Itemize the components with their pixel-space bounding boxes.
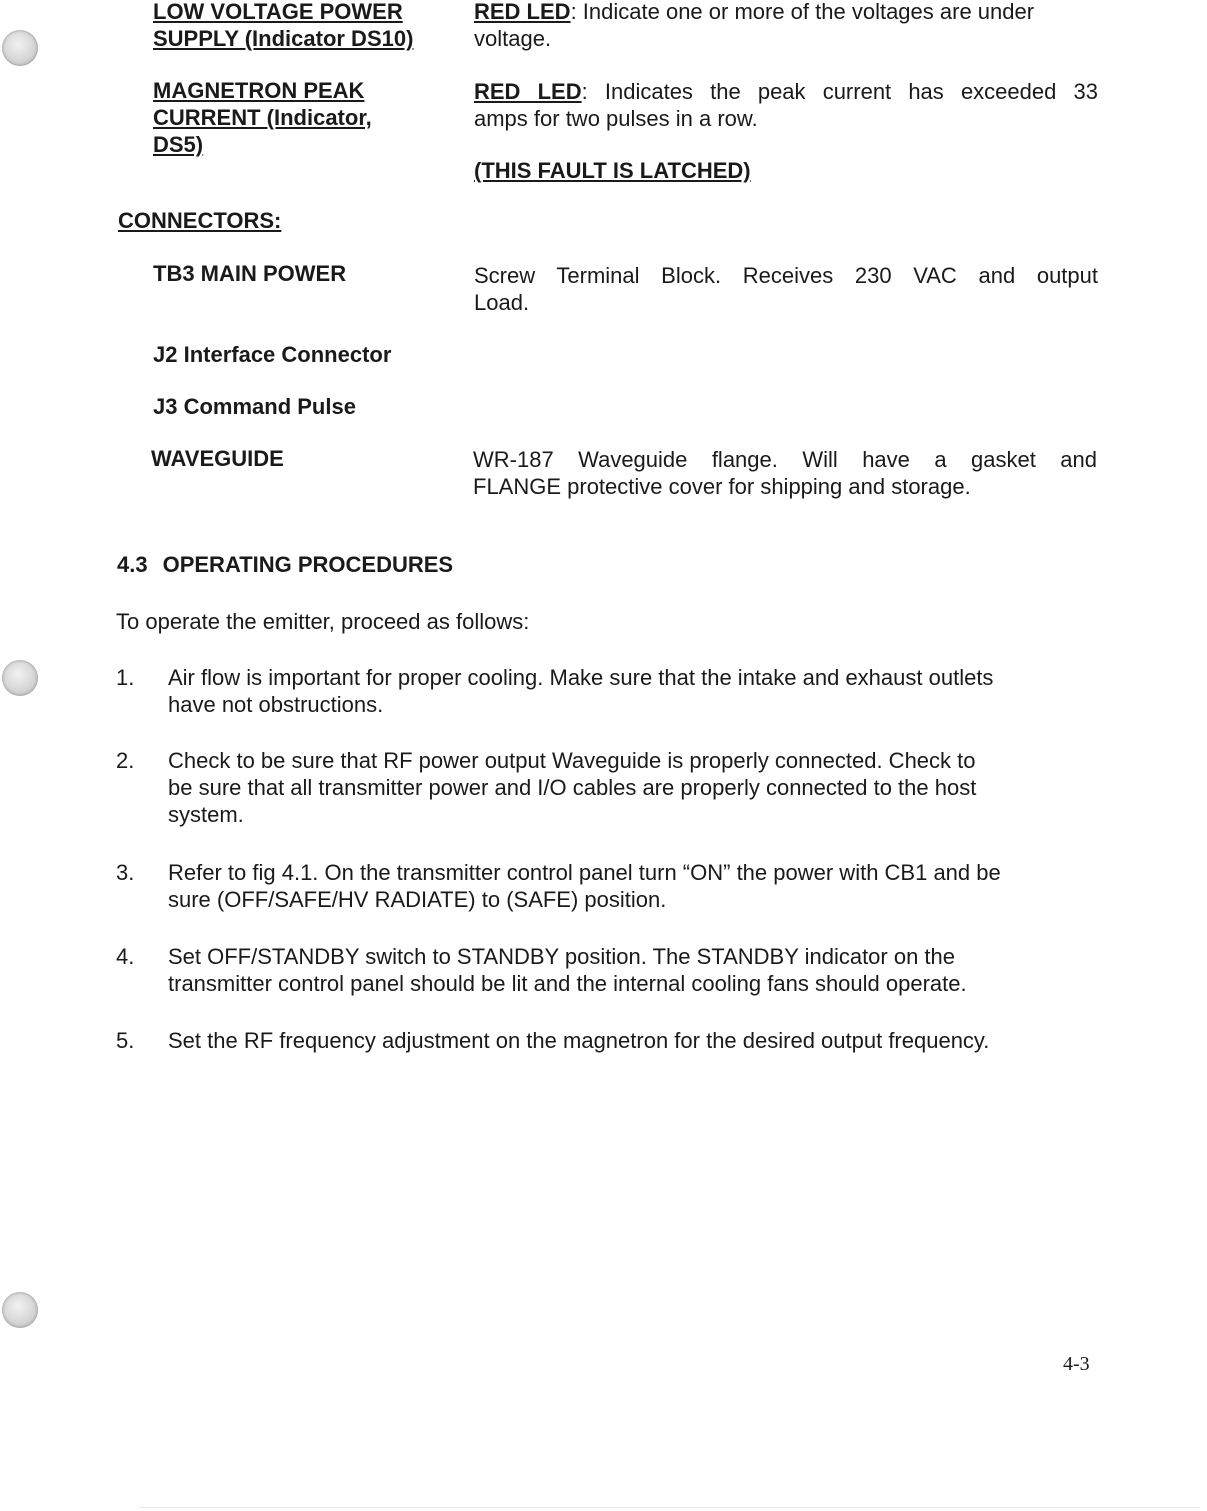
step-text: Check to be sure that RF power output Waveguide is properly connected. Check to be sure that all transmitter power and I/O cables are properly connected to the host system.	[168, 748, 977, 827]
connector-label-j3: J3 Command Pulse	[153, 394, 356, 419]
latched-fault-note: (THIS FAULT IS LATCHED)	[474, 158, 751, 183]
step-number: 5.	[116, 1028, 135, 1053]
connector-label-tb3: TB3 MAIN POWER	[153, 261, 347, 286]
indicator-label-magnetron-peak: MAGNETRON PEAK CURRENT (Indicator, DS5)	[153, 78, 372, 157]
step-number: 3.	[116, 860, 135, 885]
step-text: Refer to fig 4.1. On the transmitter control panel turn “ON” the power with CB1 and be sure (OFF/SAFE/HV RADIATE) to (SAFE) position.	[168, 860, 1001, 912]
scan-edge-line	[140, 1507, 1200, 1508]
connector-desc-waveguide: WR-187 Waveguide flange. Will have a gasket and FLANGE protective cover for shipping and storage.	[473, 447, 1097, 499]
red-led-label: RED LED	[474, 79, 582, 104]
connectors-heading: CONNECTORS:	[118, 208, 282, 233]
step-number: 4.	[116, 944, 135, 969]
indicator-desc-low-voltage: RED LED: Indicate one or more of the voltages are under voltage.	[474, 0, 1035, 51]
punch-hole-middle	[2, 660, 38, 696]
section-number: 4.3	[117, 552, 148, 577]
punch-hole-top	[2, 30, 38, 66]
step-text: Set OFF/STANDBY switch to STANDBY position. The STANDBY indicator on the transmitter control panel should be lit and the internal cooling fans should operate.	[168, 944, 967, 996]
indicator-label-low-voltage: LOW VOLTAGE POWER SUPPLY (Indicator DS10)	[153, 0, 414, 51]
connector-desc-tb3: Screw Terminal Block. Receives 230 VAC and output Load.	[474, 263, 1098, 315]
punch-hole-bottom	[2, 1292, 38, 1328]
section-title: OPERATING PROCEDURES	[162, 552, 454, 577]
page-number: 4-3	[1063, 1353, 1090, 1375]
step-number: 1.	[116, 665, 135, 690]
step-number: 2.	[116, 748, 135, 773]
connector-label-waveguide: WAVEGUIDE	[151, 446, 284, 471]
step-text: Air flow is important for proper cooling. Make sure that the intake and exhaust outlets have not obstructions.	[168, 665, 994, 717]
connector-label-j2: J2 Interface Connector	[153, 342, 392, 367]
section-heading	[117, 551, 453, 578]
section-intro: To operate the emitter, proceed as follows:	[116, 609, 530, 634]
step-text: Set the RF frequency adjustment on the magnetron for the desired output frequency.	[168, 1028, 990, 1053]
indicator-desc-magnetron-peak: RED LED: Indicates the peak current has exceeded 33 amps for two pulses in a row.	[474, 79, 1098, 131]
red-led-label: RED LED	[474, 0, 571, 24]
